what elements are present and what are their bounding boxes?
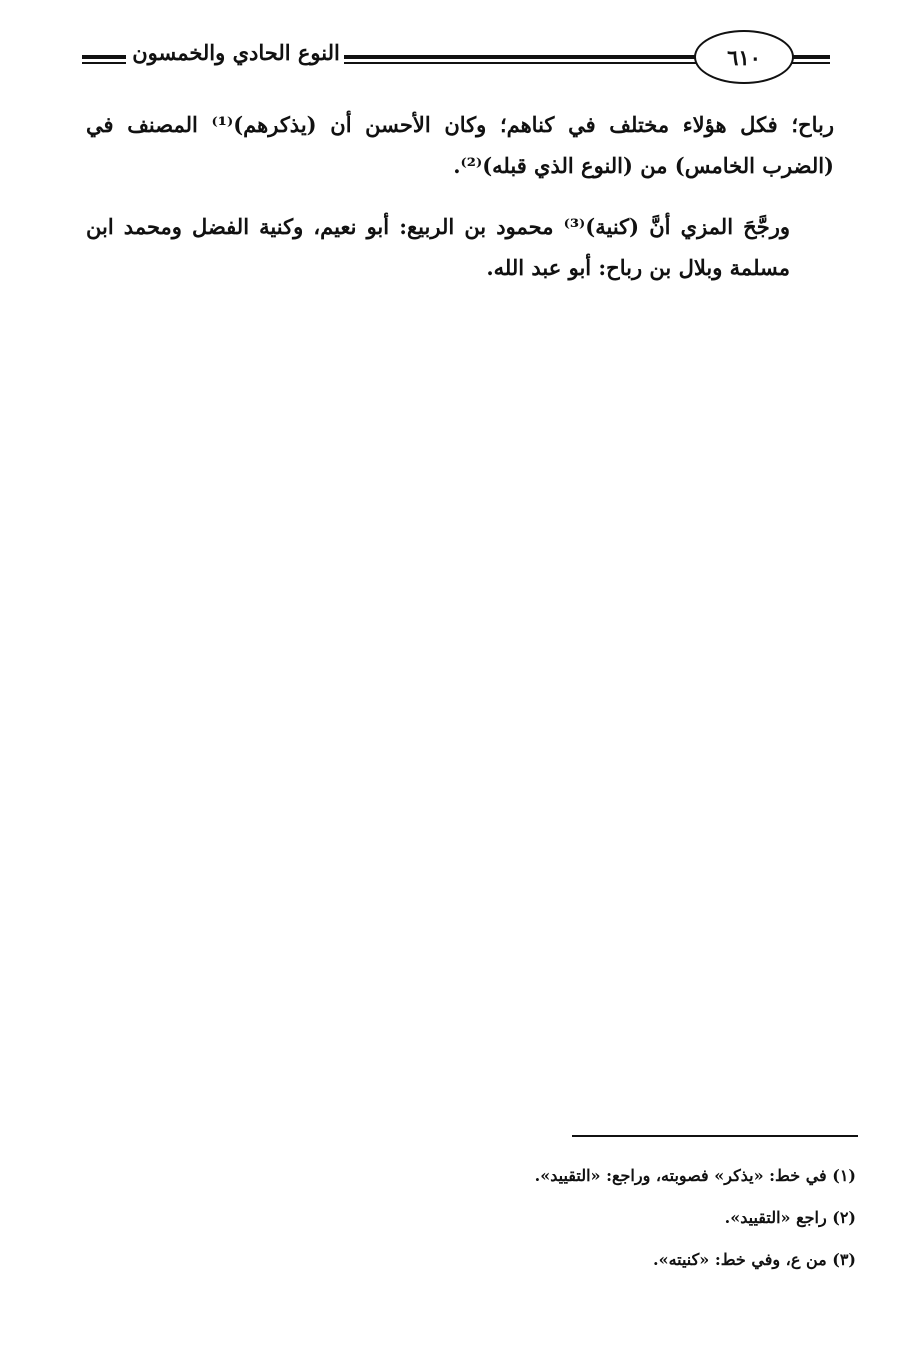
footnotes <box>86 1155 856 1281</box>
page-header <box>82 28 830 86</box>
header-rule-left <box>82 55 126 64</box>
footnote-separator <box>572 1135 858 1137</box>
footnote: (٣) من ع، وفي خط: «كنيته». <box>653 1250 856 1269</box>
footnote: (١) في خط: «يذكر» فصوبته، وراجع: «التقييد». <box>534 1166 856 1185</box>
paragraph: رباح؛ فكل هؤلاء مختلف في كناهم؛ وكان الأحسن أن (يذكرهم)⁽¹⁾ المصنف في (الضرب الخامس) من (النوع الذي قبله)⁽²⁾. <box>86 112 834 178</box>
header-rule-right <box>788 55 830 64</box>
paragraph: ورجَّحَ المزي أنَّ (كنية)⁽³⁾ محمود بن الربيع: أبو نعيم، وكنية الفضل ومحمد ابن مسلمة وبلال بن رباح: أبو عبد الله. <box>86 214 790 280</box>
page-number: ٦١٠ <box>694 30 794 84</box>
main-text <box>86 104 834 308</box>
footnote: (٢) راجع «التقييد». <box>724 1208 856 1227</box>
running-title: النوع الحادي والخمسون <box>132 40 340 65</box>
